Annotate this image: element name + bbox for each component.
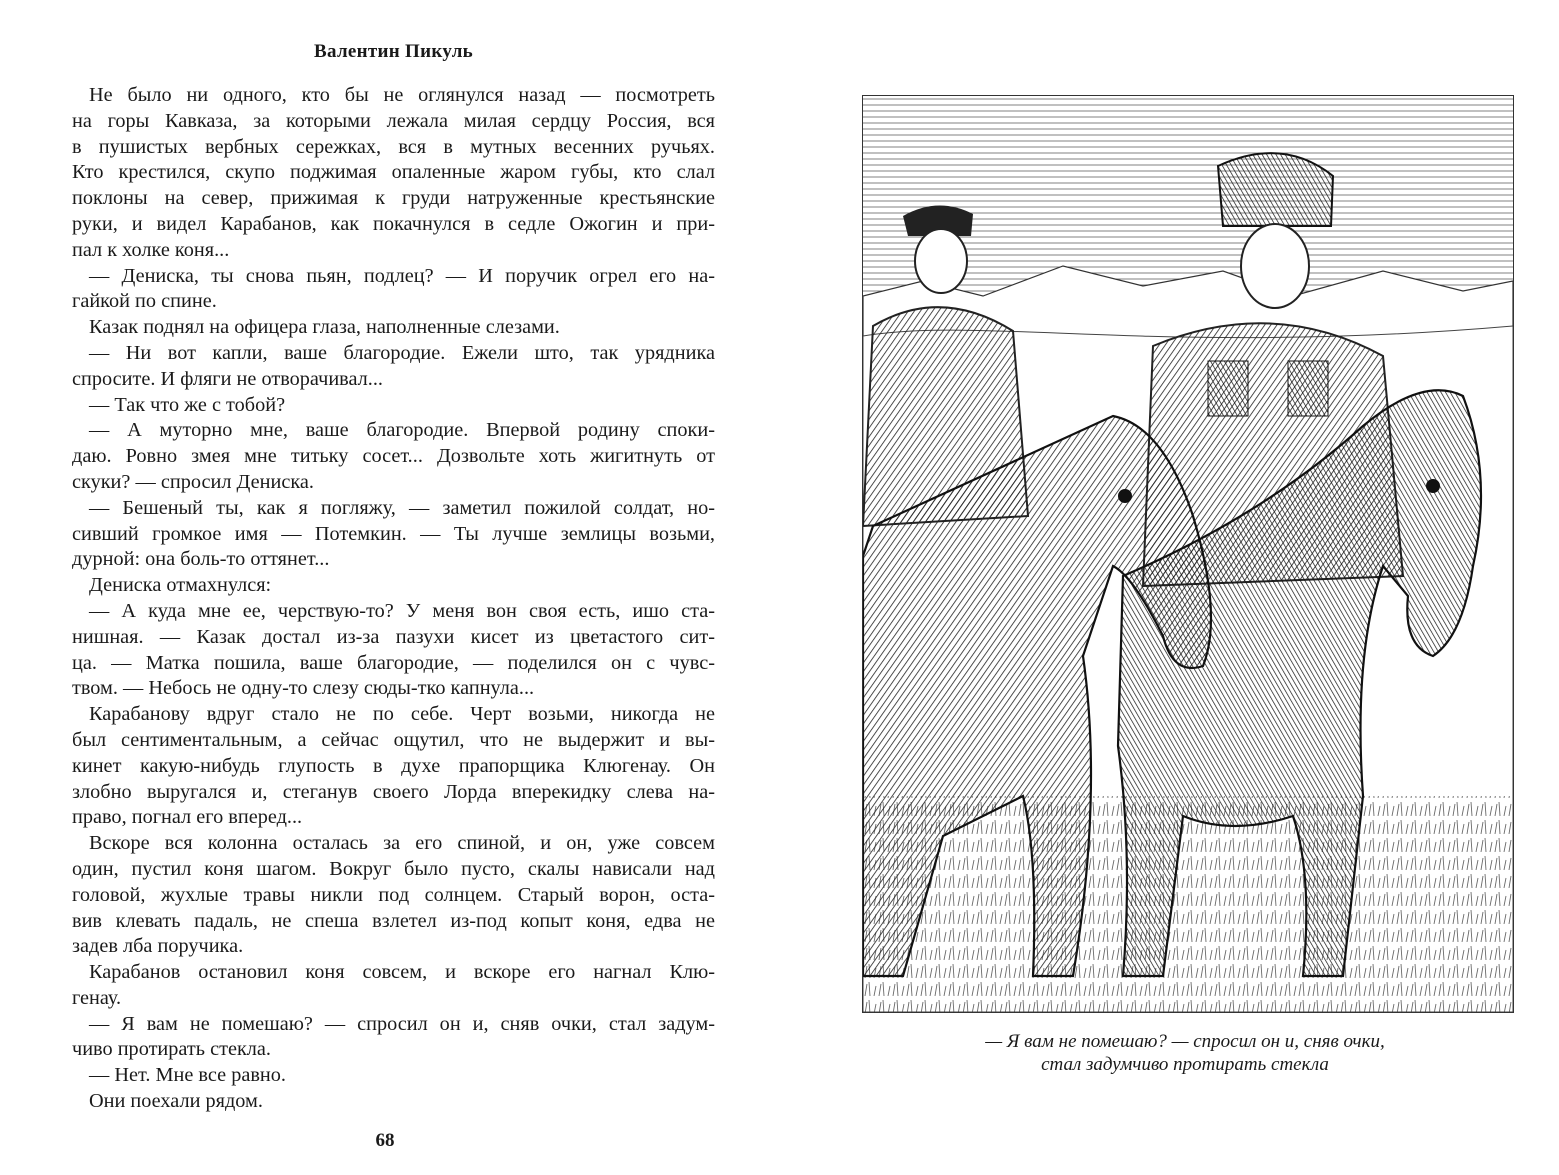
- text-line: — Ни вот капли, ваше благородие. Ежели што, так урядника: [89, 341, 715, 364]
- caption-line-1: — Я вам не помешаю? — спросил он и, сняв очки,: [985, 1031, 1385, 1052]
- text-line: ца. — Матка пошила, ваше благородие, — поделился он с чувс-: [72, 651, 715, 674]
- text-line: — А муторно мне, ваше благородие. Впервой родину споки-: [89, 419, 715, 442]
- text-line: дурной: она боль-то оттянет...: [72, 548, 330, 571]
- illustration-drawing: [863, 96, 1513, 1012]
- text-line: спросите. И фляги не отворачивал...: [72, 367, 383, 390]
- text-line: поклоны на север, прижимая к груди натруженные крестьянские: [72, 187, 715, 210]
- text-line: генау.: [72, 986, 122, 1009]
- text-line: Дениска отмахнулся:: [89, 574, 272, 597]
- text-line: на горы Кавказа, за которыми лежала милая сердцу Россия, вся: [72, 109, 715, 132]
- text-line: руки, и видел Карабанов, как покачнулся в седле Ожогин и при-: [72, 212, 715, 235]
- text-line: — Дениска, ты снова пьян, подлец? — И поручик огрел его на-: [89, 264, 715, 287]
- text-line: Они поехали рядом.: [89, 1090, 263, 1113]
- body-text: [72, 83, 715, 1115]
- text-line: головой, жухлые травы никли под солнцем. Старый ворон, оста-: [72, 883, 715, 906]
- text-line: злобно выругался и, стеганув своего Лорда вперекидку слева на-: [72, 780, 715, 803]
- text-line: право, погнал его вперед...: [72, 806, 303, 829]
- text-line: один, пустил коня шагом. Вокруг было пусто, скалы нависали над: [72, 857, 715, 880]
- text-line: скуки? — спросил Дениска.: [72, 470, 314, 493]
- text-line: Казак поднял на офицера глаза, наполненные слезами.: [89, 316, 560, 339]
- illustration-caption: [900, 1030, 1470, 1076]
- text-line: вив клевать падаль, не спеша взлетел из-под копыт коня, едва не: [72, 909, 715, 932]
- text-line: гайкой по спине.: [72, 290, 217, 313]
- caption-line-2: стал задумчиво протирать стекла: [1041, 1054, 1329, 1075]
- text-line: нишная. — Казак достал из-за пазухи кисет из цветастого сит-: [72, 625, 715, 648]
- text-line: чиво протирать стекла.: [72, 1038, 271, 1061]
- illustration-riders: [862, 95, 1514, 1013]
- text-line: — Я вам не помешаю? — спросил он и, сняв очки, стал задум-: [89, 1012, 715, 1035]
- text-line: Вскоре вся колонна осталась за его спиной, и он, уже совсем: [89, 832, 715, 855]
- text-line: твом. — Небось не одну-то слезу сюды-тко капнула...: [72, 677, 535, 700]
- page-number: 68: [375, 1130, 395, 1151]
- text-line: — Бешеный ты, как я погляжу, — заметил пожилой солдат, но-: [89, 496, 715, 519]
- text-line: был сентиментальным, а сейчас ощутил, что не выдержит и вы-: [72, 728, 715, 751]
- text-line: — Нет. Мне все равно.: [89, 1064, 286, 1087]
- text-line: — А куда мне ее, черствую-то? У меня вон своя есть, ишо ста-: [89, 599, 715, 622]
- text-line: Карабанову вдруг стало не по себе. Черт возьми, никогда не: [89, 703, 715, 726]
- text-line: Карабанов остановил коня совсем, и вскоре его нагнал Клю-: [89, 961, 715, 984]
- text-line: сивший громкое имя — Потемкин. — Ты лучше землицы возьми,: [72, 522, 715, 545]
- text-line: задев лба поручика.: [72, 935, 244, 958]
- text-line: Кто крестился, скупо поджимая опаленные жаром губы, кто слал: [72, 161, 715, 184]
- text-line: кинет какую-нибудь глупость в духе прапорщика Клюгенау. Он: [72, 754, 715, 777]
- text-line: даю. Ровно змея мне титьку сосет... Дозвольте хоть жигитнуть от: [72, 445, 715, 468]
- text-line: пал к холке коня...: [72, 238, 230, 261]
- text-line: Не было ни одного, кто бы не оглянулся назад — посмотреть: [89, 84, 715, 106]
- text-line: в пушистых вербных сережках, вся в мутных весенних ручьях.: [72, 135, 715, 158]
- running-head: Валентин Пикуль: [314, 41, 473, 62]
- text-line: — Так что же с тобой?: [89, 393, 286, 416]
